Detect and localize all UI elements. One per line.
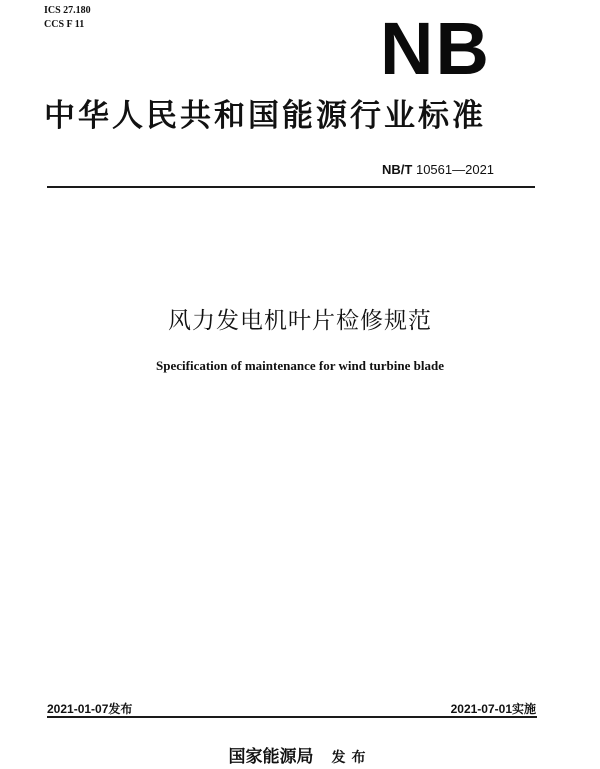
implementation-date: 2021-07-01实施 [450, 702, 536, 716]
organization-title: 中华人民共和国能源行业标准 [44, 98, 486, 134]
publisher [0, 742, 600, 767]
publisher-action: 发布 [331, 750, 372, 766]
standard-number-value: 10561—2021 [415, 162, 495, 177]
document-title-english: Specification of maintenance for wind turbine blade [156, 358, 444, 373]
issue-date: 2021-01-07发布 [47, 702, 133, 716]
bottom-divider [47, 716, 537, 718]
top-divider [47, 186, 535, 188]
standard-number-prefix: NB/T [382, 162, 413, 177]
document-title-chinese: 风力发电机叶片检修规范 [168, 308, 432, 334]
publisher-name: 国家能源局 [228, 747, 314, 767]
standard-number [382, 162, 494, 177]
nb-logo: NB [380, 7, 491, 90]
ccs-code: CCS F 11 [44, 19, 85, 30]
classification-codes [44, 4, 91, 32]
ics-code: ICS 27.180 [44, 5, 91, 16]
